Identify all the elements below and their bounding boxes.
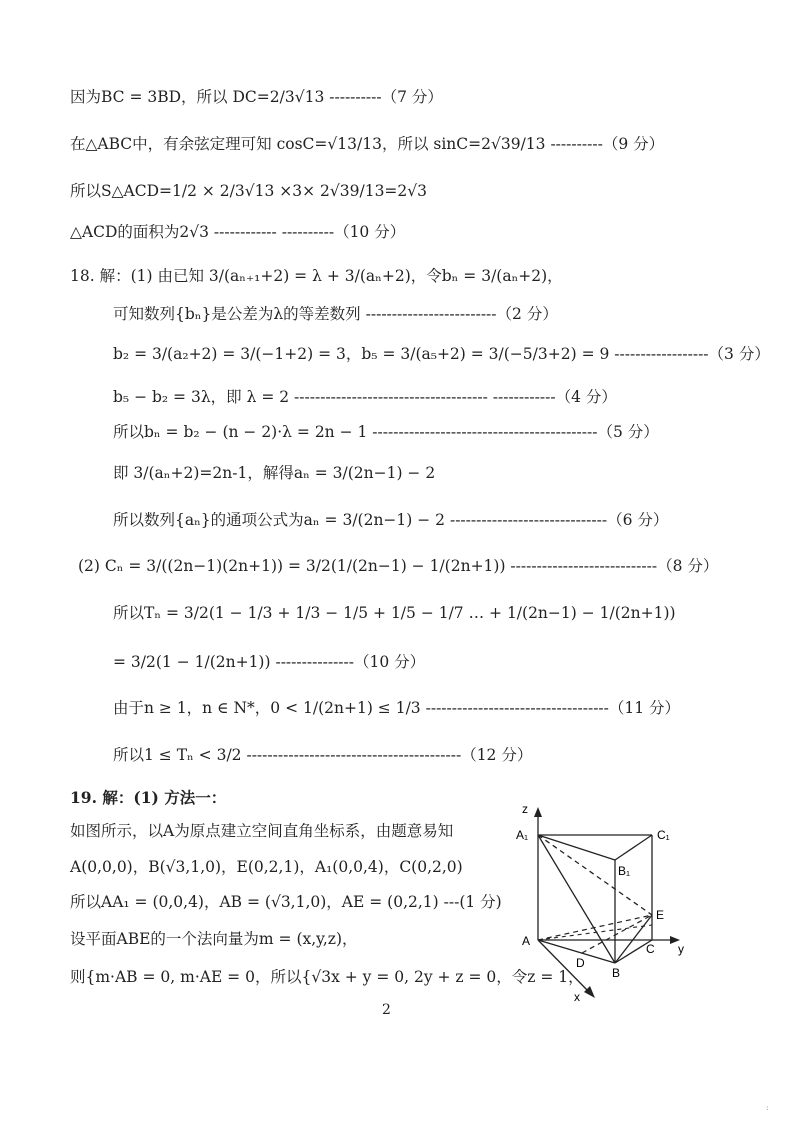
text-line-13: 所以Tₙ = 3/2(1 − 1/3 + 1/3 − 1/5 + 1/5 − 1/7 … + 1/(2n−1) − 1/(2n+1)) [113,604,676,622]
edge-b1-c1 [615,835,652,860]
text-line-6: 可知数列{bₙ}是公差为λ的等差数列 -------------------------（2 分） [113,305,558,323]
text-line-3: 所以S△ACD=1/2 × 2/3√13 ×3× 2√39/13=2√3 [70,182,428,200]
text-line-7: b₂ = 3/(a₂+2) = 3/(−1+2) = 3，b₅ = 3/(a₅+2) = 3/(−5/3+2) = 9 ------------------（3 分） [113,345,770,363]
text-line-17: 19. 解：(1) 方法一： [70,788,227,807]
label-z: z [522,802,528,816]
text-line-14: = 3/2(1 − 1/(2n+1)) ---------------（10 分） [113,653,426,671]
text-line-5: 18. 解：(1) 由已知 3/(aₙ₊₁+2) = λ + 3/(aₙ+2)，令bₙ = 3/(aₙ+2)， [70,267,563,285]
label-x: x [574,990,580,1004]
label-y: y [678,942,684,956]
label-b1: B₁ [618,864,631,878]
text-line-21: 设平面ABE的一个法向量为m = (x,y,z)， [70,930,358,948]
label-c1: C₁ [657,828,670,842]
text-line-2: 在△ABC中，有余弦定理可知 cosC=√13/13，所以 sinC=2√39/13 ----------（9 分） [70,135,665,153]
text-line-12: (2) Cₙ = 3/((2n−1)(2n+1)) = 3/2(1/(2n−1) − 1/(2n+1)) ----------------------------（8 分） [78,557,719,575]
text-line-16: 所以1 ≤ Tₙ < 3/2 -----------------------------------------（12 分） [113,746,533,764]
text-line-19: A(0,0,0)，B(√3,1,0)，E(0,2,1)，A₁(0,0,4)，C(0,2,0) [70,858,463,876]
label-b: B [612,966,621,980]
text-line-15: 由于n ≥ 1，n ∈ N*，0 < 1/(2n+1) ≤ 1/3 -----------------------------------（11 分） [113,699,681,717]
text-line-10: 即 3/(aₙ+2)=2n-1，解得aₙ = 3/(2n−1) − 2 [113,464,436,482]
corner-mark: : [766,1103,769,1112]
segment-d-e [582,915,652,953]
text-line-1: 因为BC = 3BD，所以 DC=2/3√13 ----------（7 分） [70,88,443,106]
text-line-22: 则{m·AB = 0, m·AE = 0，所以{√3x + y = 0, 2y + z = 0，令z = 1， [70,968,584,986]
text-line-4: △ACD的面积为2√3 ------------ ----------（10 分） [70,223,406,241]
edge-a1-b1 [538,835,615,860]
text-line-20: 所以AA₁ = (0,0,4)，AB = (√3,1,0)，AE = (0,2,1) ---(1 分) [70,893,502,911]
label-a: A [522,934,531,948]
text-line-18: 如图所示，以A为原点建立空间直角坐标系，由题意易知 [70,822,454,840]
text-line-9: 所以bₙ = b₂ − (n − 2)·λ = 2n − 1 -------------------------------------------（5 分） [113,423,659,441]
text-line-8: b₅ − b₂ = 3λ，即 λ = 2 ------------------------------------- ------------（4 分） [113,388,617,406]
label-e: E [656,908,665,922]
label-c: C [646,942,655,956]
page-number: 2 [382,1002,391,1018]
label-d: D [576,956,585,970]
prism-coordinate-figure [500,795,700,1005]
label-a1: A₁ [516,828,529,842]
z-axis-arrow [534,807,542,817]
text-line-11: 所以数列{aₙ}的通项公式为aₙ = 3/(2n−1) − 2 ------------------------------（6 分） [113,511,669,529]
